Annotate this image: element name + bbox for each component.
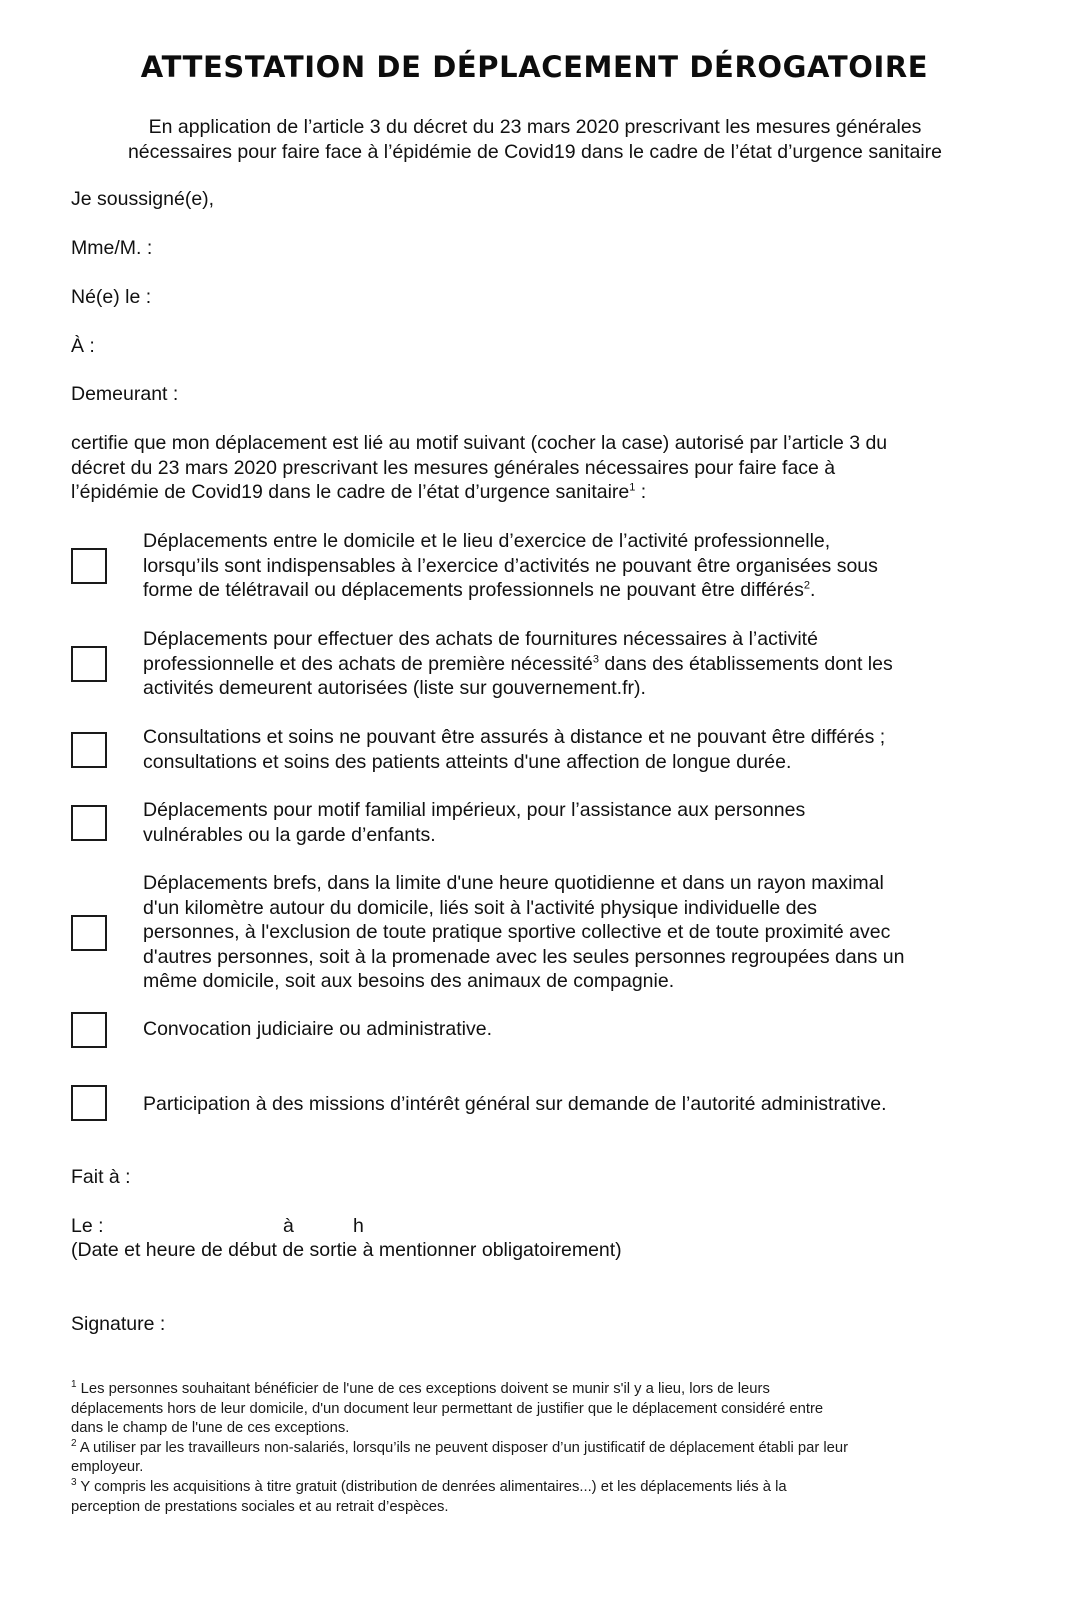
at-label: à	[283, 1215, 294, 1237]
birthplace-label: À :	[71, 335, 95, 357]
footnote-2: $^2$ A utiliser par les travailleurs non-salariés, lorsqu’ils ne peuvent disposer d’un justificatif de déplacement établi par leur employeur.	[71, 1437, 849, 1476]
checkbox-health[interactable]	[71, 732, 107, 768]
footnote-1: $^1$ Les personnes souhaitant bénéficier de l'une de ces exceptions doivent se munir s'il y a lieu, lors de leurs déplacements hors de leur domicile, d'un document leur permettant de justifier que le déplacement considéré entre dans le champ de l'une de ces exceptions.	[71, 1379, 824, 1437]
made-at-label: Fait à :	[71, 1166, 131, 1188]
option-text: Déplacements entre le domicile et le lieu d’exercice de l’activité professionnelle, lorsqu’ils sont indispensables à l’exercice d’activités ne pouvant être organisées sous forme de télétravail ou déplacements professionnels ne pouvant être différés$^2$.	[143, 530, 878, 601]
option-text: Déplacements pour motif familial impérieux, pour l’assistance aux personnes vulnérables ou la garde d’enfants.	[143, 799, 806, 846]
birthplace-field[interactable]	[71, 334, 95, 359]
hour-label: h	[353, 1215, 364, 1237]
checkbox-exercise[interactable]	[71, 915, 107, 951]
footnote-ref: 1	[629, 481, 636, 494]
option-text: Déplacements brefs, dans la limite d'une heure quotidienne et dans un rayon maximal d'un kilomètre autour du domicile, liés soit à l'activité physique individuelle des personnes, à l'exclusion de toute pratique sportive collective et de toute proximité avec d'autres personnes, soit à la promenade avec les seules personnes regroupées dans un même domicile, soit aux besoins des animaux de compagnie.	[143, 872, 905, 992]
intro-paragraph	[60, 115, 1010, 165]
footnote-3: $^3$ Y compris les acquisitions à titre gratuit (distribution de denrées alimentaires...) et les déplacements liés à la perception de prestations sociales et au retrait d’espèces.	[71, 1477, 787, 1515]
checkbox-summons[interactable]	[71, 1012, 107, 1048]
name-label: Mme/M. :	[71, 237, 153, 259]
address-label: Demeurant :	[71, 383, 179, 405]
option-purchases	[71, 627, 1001, 701]
certify-line: l’épidémie de Covid19 dans le cadre de l’état d’urgence sanitaire$^1$ :	[71, 481, 647, 503]
option-professional	[71, 529, 1001, 603]
footnotes	[71, 1380, 1001, 1517]
certify-line: certifie que mon déplacement est lié au motif suivant (cocher la case) autorisé par l’article 3 du	[71, 432, 888, 454]
certify-paragraph	[71, 431, 1001, 505]
option-health	[71, 725, 1001, 775]
checkbox-family[interactable]	[71, 805, 107, 841]
certify-line: décret du 23 mars 2020 prescrivant les mesures générales nécessaires pour faire face à	[71, 456, 836, 479]
date-label: Le :	[71, 1215, 104, 1237]
intro-line: nécessaires pour faire face à l’épidémie de Covid19 dans le cadre de l’état d’urgence sanitaire	[127, 141, 943, 163]
declaration-text: Je soussigné(e),	[71, 188, 215, 210]
option-text: Consultations et soins ne pouvant être assurés à distance et ne pouvant être différés ; consultations et soins des patients atteints d'une affection de longue durée.	[143, 726, 886, 773]
checkbox-professional[interactable]	[71, 548, 107, 584]
option-exercise	[71, 871, 1001, 995]
option-text: Convocation judiciaire ou administrative.	[143, 1018, 493, 1040]
intro-line: En application de l’article 3 du décret du 23 mars 2020 prescrivant les mesures générales	[148, 116, 922, 138]
birthdate-field[interactable]	[71, 285, 151, 310]
made-at-field[interactable]	[71, 1165, 131, 1190]
signature-label: Signature :	[71, 1313, 166, 1335]
option-general-interest	[71, 1084, 1001, 1121]
name-field[interactable]	[71, 236, 152, 261]
address-field[interactable]	[71, 382, 178, 407]
document-title: ATTESTATION DE DÉPLACEMENT DÉROGATOIRE	[140, 50, 929, 84]
option-text: Déplacements pour effectuer des achats de fournitures nécessaires à l’activité professionnelle et des achats de première nécessité$^3$ dans des établissements dont les activités demeurent autorisées (liste sur gouvernement.fr).	[143, 628, 893, 699]
date-note: (Date et heure de début de sortie à mentionner obligatoirement)	[71, 1239, 622, 1261]
option-text: Participation à des missions d’intérêt général sur demande de l’autorité administrative.	[143, 1093, 887, 1115]
birthdate-label: Né(e) le :	[71, 286, 152, 308]
date-time-field[interactable]	[71, 1214, 771, 1239]
checkbox-purchases[interactable]	[71, 646, 107, 682]
option-summons	[71, 1011, 1001, 1048]
footnote-ref: 2	[803, 579, 810, 592]
footnote-ref: 3	[592, 653, 599, 665]
option-family	[71, 798, 1001, 848]
checkbox-general-interest[interactable]	[71, 1085, 107, 1121]
